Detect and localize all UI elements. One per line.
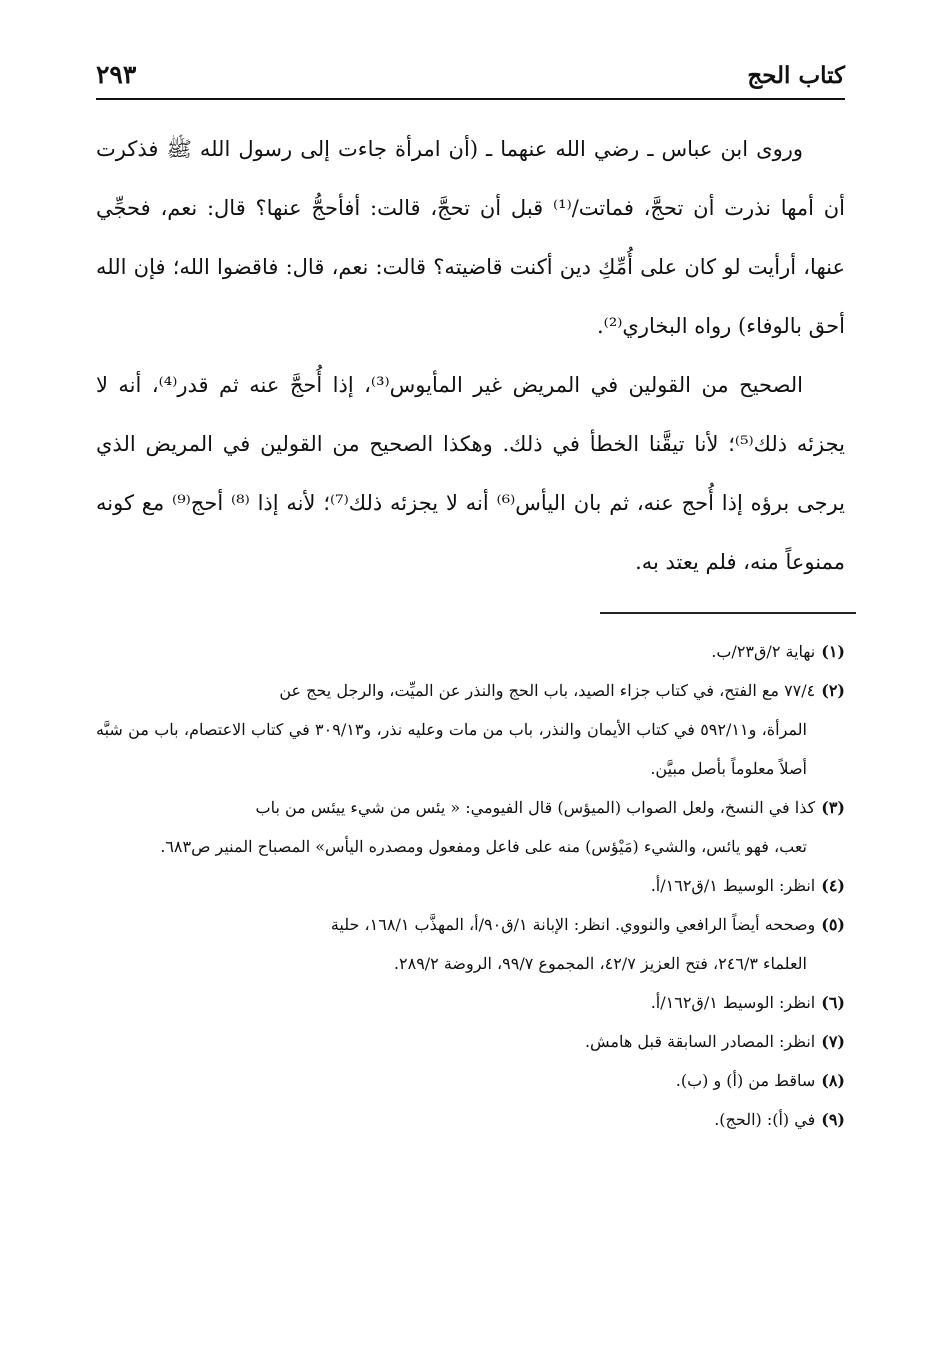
footnote-number: (٧): [821, 1032, 845, 1051]
footnote-text: انظر: الوسيط ١/ق١٦٢/أ.: [650, 993, 816, 1012]
footnote-2: [96, 671, 845, 788]
footnote-text: في (أ): (الحج).: [714, 1110, 816, 1129]
footnote-6: [96, 983, 845, 1022]
footnote-number: (٢): [821, 681, 845, 700]
footnote-text: نهاية ٢/ق٢٣/ب.: [711, 642, 816, 661]
paragraph-1: وروى ابن عباس ـ رضي الله عنهما ـ (أن امرأة جاءت إلى رسول الله ﷺ فذكرت أن أمها نذرت أن تحجَّ، فماتت/⁽¹⁾ قبل أن تحجَّ، قالت: أفأحجُّ عنها؟ قال: نعم، فحجِّي عنها، أرأيت لو كان على أُمِّكِ دين أكنت قاضيته؟ قالت: نعم، قال: فاقضوا الله؛ فإن الله أحق بالوفاء) رواه البخاري⁽²⁾.: [96, 137, 846, 338]
page-header: [96, 58, 845, 100]
footnote-number: (٣): [821, 798, 845, 817]
footnote-text: وصححه أيضاً الرافعي والنووي. انظر: الإبانة ١/ق٩٠/أ، المهذَّب ١٦٨/١، حلية: [330, 915, 816, 934]
footnote-4: [96, 866, 845, 905]
footnote-continuation: المرأة، و٥٩٢/١١ في كتاب الأيمان والنذر، باب من مات وعليه نذر، و٣٠٩/١٣ في كتاب الاعتصام، باب من شبَّه أصلاً معلوماً بأصل مبيَّن.: [96, 720, 808, 778]
footnote-number: (٩): [821, 1110, 845, 1129]
page-number: ٢٩٣: [96, 60, 137, 89]
footnote-text: انظر: الوسيط ١/ق١٦٢/أ.: [650, 876, 816, 895]
footnotes: [96, 632, 845, 1139]
book-title: كتاب الحج: [747, 62, 845, 89]
footnote-continuation: تعب، فهو يائس، والشيء (مَيْؤس) منه على فاعل ومفعول ومصدره اليأس» المصباح المنير ص٦٨٣.: [160, 837, 807, 856]
footnote-number: (٦): [821, 993, 845, 1012]
footnote-3: [96, 788, 845, 866]
footnote-text: ٧٧/٤ مع الفتح، في كتاب جزاء الصيد، باب الحج والنذر عن الميِّت، والرجل يحج عن: [279, 681, 816, 700]
paragraph-2: الصحيح من القولين في المريض غير المأيوس⁽³⁾، إذا أُحجَّ عنه ثم قدر⁽⁴⁾، أنه لا يجزئه ذلك⁽⁵⁾؛ لأنا تيقَّنا الخطأ في ذلك. وهكذا الصحيح من القولين في المريض الذي يرجى برؤه إذا أُحج عنه، ثم بان اليأس⁽⁶⁾ أنه لا يجزئه ذلك⁽⁷⁾؛ لأنه إذا ⁽⁸⁾ أحج⁽⁹⁾ مع كونه ممنوعاً منه، فلم يعتد به.: [96, 373, 845, 574]
footnote-5: [96, 905, 845, 983]
footnote-text: كذا في النسخ، ولعل الصواب (الميؤس) قال الفيومي: « يئس من شيء ييئس من باب: [255, 798, 816, 817]
footnote-number: (٤): [821, 876, 845, 895]
footnote-1: [96, 632, 845, 671]
footnote-number: (٥): [821, 915, 845, 934]
footnote-7: [96, 1022, 845, 1061]
footnote-number: (٨): [821, 1071, 845, 1090]
footnote-9: [96, 1100, 845, 1139]
footnote-separator: [600, 612, 856, 614]
footnote-number: (١): [821, 642, 845, 661]
footnote-text: انظر: المصادر السابقة قبل هامش.: [584, 1032, 816, 1051]
main-text: [96, 120, 845, 592]
footnote-text: ساقط من (أ) و (ب).: [675, 1071, 816, 1090]
footnote-8: [96, 1061, 845, 1100]
footnote-continuation: العلماء ٢٤٦/٣، فتح العزيز ٤٢/٧، المجموع ٩٩/٧، الروضة ٢٨٩/٢.: [393, 954, 807, 973]
